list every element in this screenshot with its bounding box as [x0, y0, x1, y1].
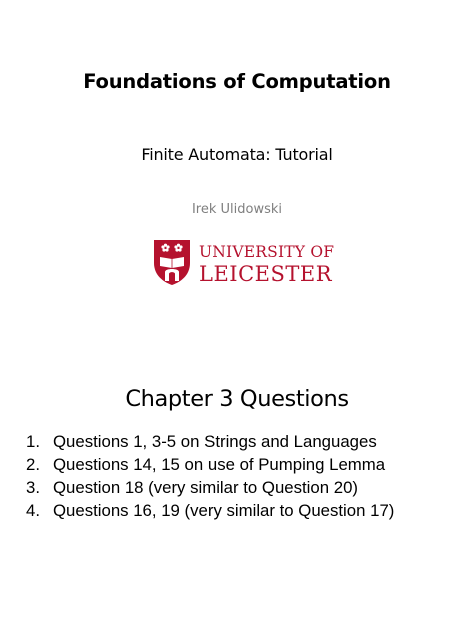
- list-item: [26, 453, 394, 476]
- logo-line-1: UNIVERSITY OF: [199, 243, 335, 261]
- list-item-number: 3.: [26, 478, 40, 497]
- list-item-text: Questions 1, 3-5 on Strings and Languages: [53, 432, 377, 451]
- list-item: [26, 499, 394, 522]
- list-item-text: Questions 16, 19 (very similar to Question 17): [53, 501, 395, 520]
- presentation-subtitle: Finite Automata: Tutorial: [141, 145, 333, 164]
- author-name: Irek Ulidowski: [191, 202, 283, 217]
- presentation-title: Foundations of Computation: [83, 70, 391, 93]
- list-item-text: Questions 14, 15 on use of Pumping Lemma: [53, 455, 386, 474]
- university-crest-icon: [153, 239, 191, 286]
- list-item-text: Question 18 (very similar to Question 20): [53, 478, 358, 497]
- list-item-number: 4.: [26, 501, 40, 520]
- university-logo: [153, 239, 335, 289]
- question-list: [26, 430, 394, 522]
- list-item-number: 1.: [26, 432, 40, 451]
- university-wordmark: [199, 242, 334, 286]
- questions-slide: [0, 316, 474, 632]
- logo-line-2: LEICESTER: [199, 262, 333, 286]
- list-item: [26, 476, 394, 499]
- chapter-heading: Chapter 3 Questions: [125, 386, 349, 412]
- list-item-number: 2.: [26, 455, 40, 474]
- list-item: [26, 430, 394, 453]
